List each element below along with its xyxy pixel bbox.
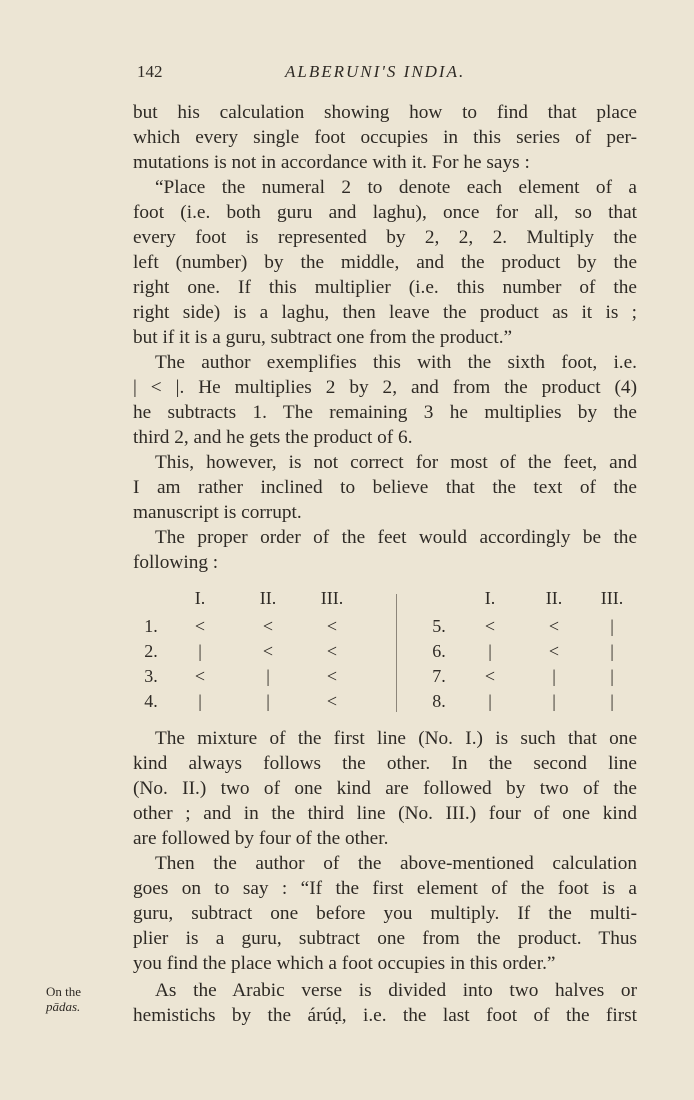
table-column-header: II. [259,588,277,608]
row-number: 2. [144,641,158,661]
table-column-header: III. [320,588,344,608]
body-text-block-2 [133,726,637,976]
table-cell: < [194,616,206,636]
table-column-header: II. [545,588,563,608]
text-line: following : [133,552,219,573]
text-line: kind always follows the other. In the second line [133,753,637,774]
table-cell: < [484,616,496,636]
text-line: right side) is a laghu, then leave the product as it is ; [133,302,637,323]
table-cell: < [194,666,206,686]
table-cell: < [548,616,560,636]
table-row [150,616,640,642]
text-line: “Place the numeral 2 to denote each element of a [155,177,637,198]
text-line: I am rather inclined to believe that the text of the [133,477,637,498]
table-cell: | [610,666,614,686]
table-cell: < [326,691,338,711]
table-header-row [150,588,640,614]
text-line: you find the place which a foot occupies in this order.” [133,953,556,974]
margin-note-line-1: On the [46,984,82,999]
table-cell: | [266,666,270,686]
table-cell: | [488,641,492,661]
row-number: 6. [432,641,446,661]
table-cell: < [548,641,560,661]
text-line: plier is a guru, subtract one from the product. Thus [133,928,637,949]
text-line: he subtracts 1. The remaining 3 he multiplies by the [133,402,637,423]
text-line: every foot is represented by 2, 2, 2. Multiply the [133,227,637,248]
page-header [133,62,635,86]
text-line: Then the author of the above-mentioned calculation [155,853,637,874]
margin-note [46,984,106,1014]
text-line: but his calculation showing how to find that place [133,102,637,123]
text-line: | < |. He multiplies 2 by 2, and from the product (4) [133,377,637,398]
table-cell: | [198,641,202,661]
running-title: ALBERUNI'S INDIA. [285,62,466,81]
text-line: manuscript is corrupt. [133,502,302,523]
text-line: goes on to say : “If the first element of the foot is a [133,878,637,899]
margin-note-line-2: pādas. [46,999,81,1014]
table-cell: | [552,691,556,711]
table-cell: | [198,691,202,711]
text-line: right one. If this multiplier (i.e. this number of the [133,277,637,298]
text-line: mutations is not in accordance with it. For he says : [133,152,530,173]
table-cell: | [552,666,556,686]
table-cell: < [262,641,274,661]
text-line: left (number) by the middle, and the product by the [133,252,637,273]
table-cell: | [610,641,614,661]
table-cell: < [262,616,274,636]
text-line: (No. II.) two of one kind are followed by two of the [133,778,637,799]
table-cell: < [326,641,338,661]
text-line: which every single foot occupies in this series of per- [133,127,637,148]
table-row [150,691,640,717]
row-number: 4. [144,691,158,711]
page-number: 142 [137,62,163,81]
table-cell: < [326,666,338,686]
table-cell: | [266,691,270,711]
text-line: The proper order of the feet would accordingly be the [155,527,637,548]
text-line: foot (i.e. both guru and laghu), once for all, so that [133,202,637,223]
table-cell: | [610,616,614,636]
table-row [150,641,640,667]
text-line: third 2, and he gets the product of 6. [133,427,413,448]
table-cell: | [610,691,614,711]
text-line: guru, subtract one before you multiply. If the multi- [133,903,637,924]
body-text-block-1 [133,100,637,575]
text-line: hemistichs by the árúḍ, i.e. the last foot of the first [133,1005,637,1026]
text-line: The author exemplifies this with the sixth foot, i.e. [155,352,637,373]
row-number: 3. [144,666,158,686]
row-number: 7. [432,666,446,686]
text-line: but if it is a guru, subtract one from the product.” [133,327,513,348]
table-column-header: I. [484,588,496,608]
table-row [150,666,640,692]
table-column-header: I. [194,588,206,608]
table-cell: | [488,691,492,711]
body-text-block-3 [133,978,637,1028]
text-line: other ; and in the third line (No. III.) four of one kind [133,803,637,824]
text-line: As the Arabic verse is divided into two halves or [155,980,637,1001]
table-cell: < [326,616,338,636]
feet-table [144,588,640,718]
row-number: 8. [432,691,446,711]
row-number: 1. [144,616,158,636]
text-line: are followed by four of the other. [133,828,389,849]
text-line: The mixture of the first line (No. I.) is such that one [155,728,637,749]
row-number: 5. [432,616,446,636]
table-column-header: III. [600,588,624,608]
table-cell: < [484,666,496,686]
text-line: This, however, is not correct for most of the feet, and [155,452,637,473]
